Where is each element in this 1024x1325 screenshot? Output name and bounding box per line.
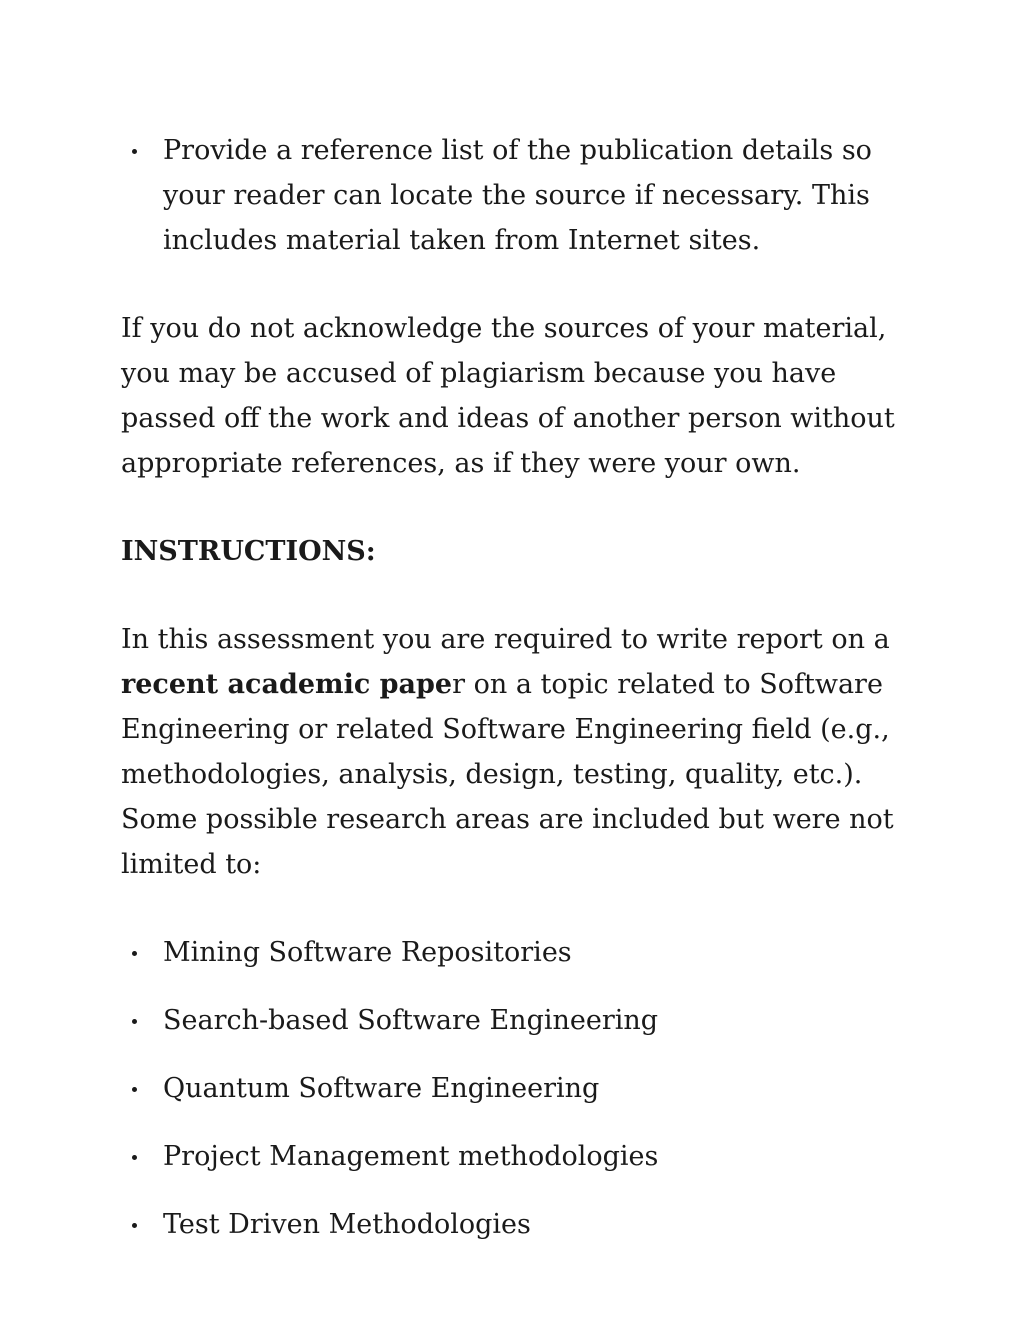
list-item: Test Driven Methodologies (121, 1202, 901, 1247)
list-item: Provide a reference list of the publication details so your reader can locate the source if necessary. This includes material taken from Internet sites. (121, 128, 901, 263)
list-item: Project Management methodologies (121, 1134, 901, 1179)
research-topics-list (121, 930, 901, 1247)
plagiarism-paragraph: If you do not acknowledge the sources of your material, you may be accused of plagiarism because you have passed off the work and ideas of another person without appropriate references, as if they were your own. (121, 313, 895, 479)
list-item: Search-based Software Engineering (121, 998, 901, 1043)
document-page (121, 128, 901, 1270)
list-item: Mining Software Repositories (121, 930, 901, 975)
list-item: Quantum Software Engineering (121, 1066, 901, 1111)
instructions-paragraph (121, 617, 901, 887)
intro-bullet-list (121, 128, 901, 263)
instructions-bold-text: recent academic pape (121, 669, 453, 700)
instructions-text-start: In this assessment you are required to write report on a (121, 624, 890, 655)
instructions-heading: INSTRUCTIONS: (121, 536, 376, 567)
instructions-text-end: r on a topic related to Software Engineering or related Software Engineering field (e.g., methodologies, analysis, design, testing, quality, etc.). Some possible research areas are included but were not limited to: (121, 669, 894, 880)
